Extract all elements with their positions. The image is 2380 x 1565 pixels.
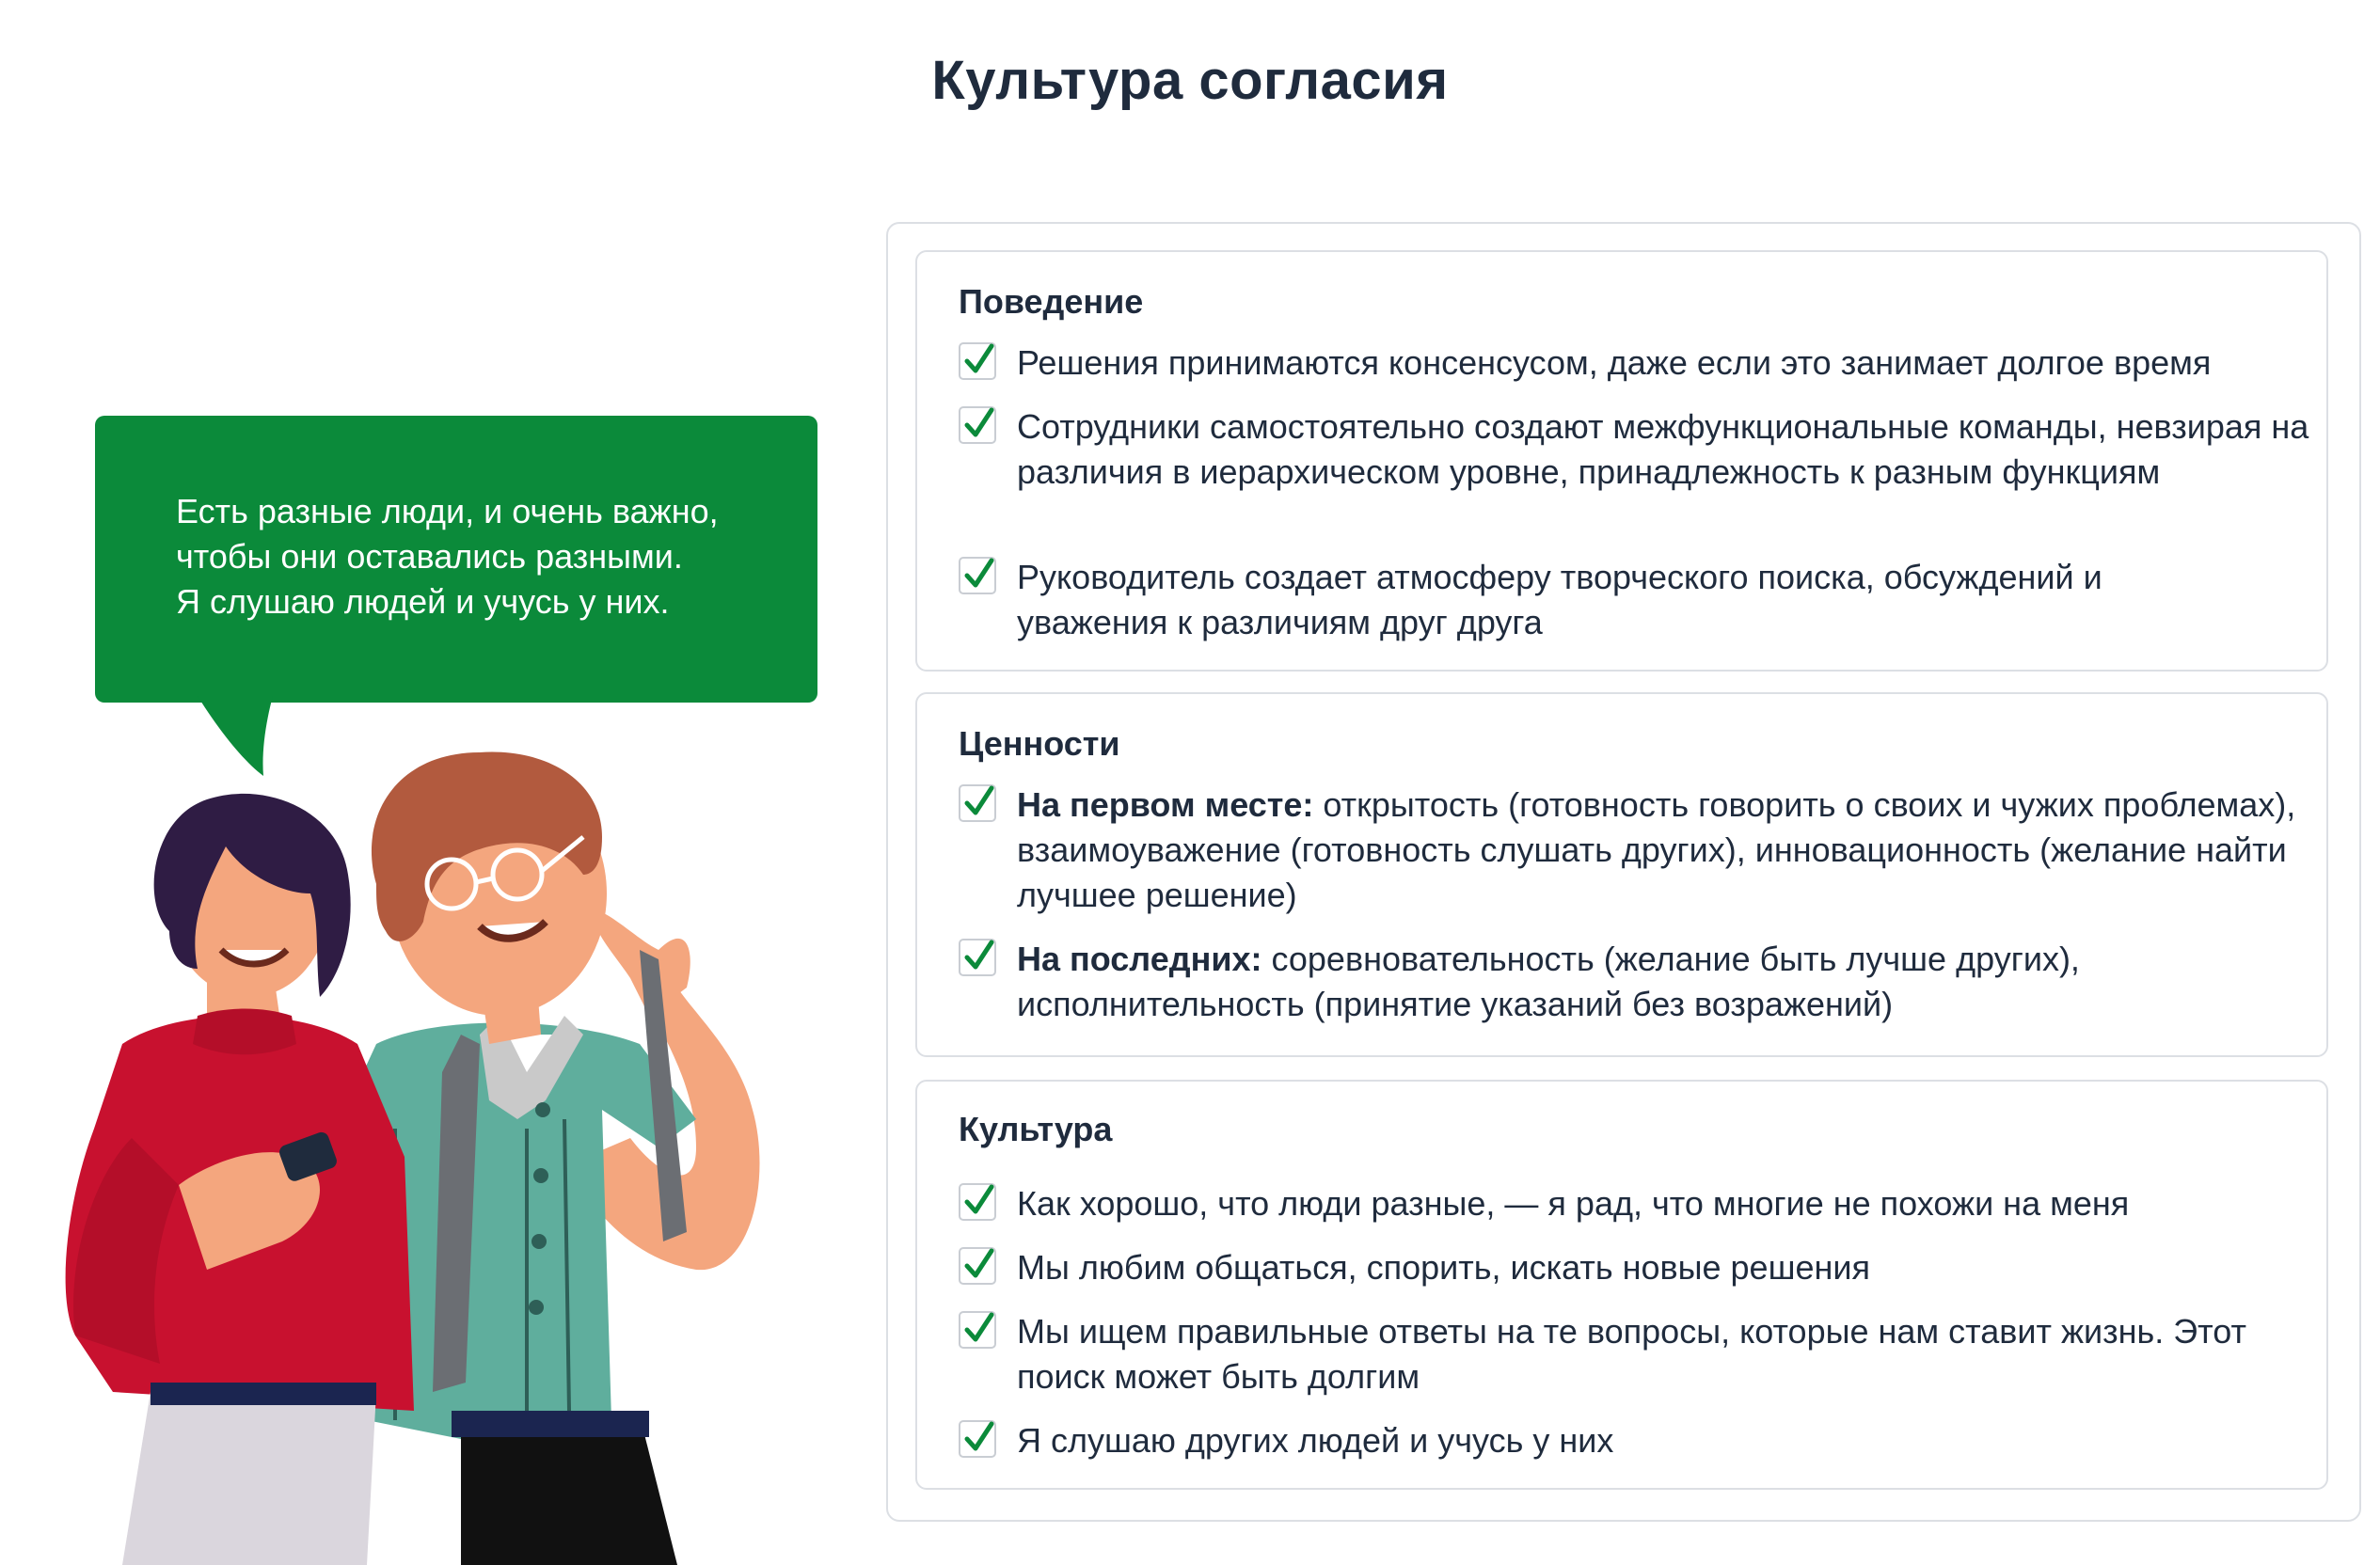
item-text: Мы ищем правильные ответы на те вопросы, которые нам ставит жизнь. Этот поиск может быть долгим bbox=[1017, 1312, 2246, 1396]
check-icon bbox=[959, 1420, 996, 1458]
list-item bbox=[959, 1418, 2323, 1463]
list-item bbox=[959, 340, 2323, 386]
check-icon bbox=[959, 342, 996, 380]
check-icon bbox=[959, 406, 996, 444]
item-text: Мы любим общаться, спорить, искать новые решения bbox=[1017, 1248, 1870, 1287]
list-item bbox=[959, 404, 2323, 540]
item-text: Сотрудники самостоятельно создают межфункциональные команды, невзирая на различия в иерархическом уровне, принадлежность к разным функциям bbox=[1017, 407, 2309, 491]
quote-text: Есть разные люди, и очень важно, чтобы они оставались разными. Я слушаю людей и учусь у них. bbox=[176, 492, 719, 621]
list-item bbox=[959, 555, 2323, 645]
item-text: Я слушаю других людей и учусь у них bbox=[1017, 1421, 1614, 1460]
quote-bubble bbox=[95, 416, 817, 703]
list-item bbox=[959, 1181, 2323, 1226]
section-title: Ценности bbox=[959, 724, 1120, 763]
people-illustration bbox=[38, 734, 865, 1565]
check-icon bbox=[959, 939, 996, 976]
list-item bbox=[959, 1245, 2323, 1290]
item-text: Руководитель создает атмосферу творческого поиска, обсуждений и уважения к различиям друг друга bbox=[1017, 558, 2102, 641]
list-item bbox=[959, 1309, 2323, 1399]
check-icon bbox=[959, 784, 996, 822]
item-text: На последних: соревновательность (желание быть лучше других), исполнительность (принятие указаний без возражений) bbox=[1017, 940, 2080, 1023]
check-icon bbox=[959, 1311, 996, 1349]
item-text: Как хорошо, что люди разные, — я рад, что многие не похожи на меня bbox=[1017, 1184, 2130, 1223]
section-title: Культура bbox=[959, 1110, 1113, 1148]
check-icon bbox=[959, 1183, 996, 1221]
item-text: Решения принимаются консенсусом, даже если это занимает долгое время bbox=[1017, 343, 2212, 382]
page-title: Культура согласия bbox=[931, 50, 1449, 111]
check-icon bbox=[959, 1247, 996, 1285]
list-item bbox=[959, 937, 2323, 1027]
list-item bbox=[959, 782, 2323, 918]
section-values bbox=[915, 692, 2328, 1057]
section-behavior bbox=[915, 250, 2328, 672]
item-text: На первом месте: открытость (готовность говорить о своих и чужих проблемах), взаимоуважение (готовность слушать других), инновационность (желание найти лучшее решение) bbox=[1017, 785, 2296, 914]
section-culture bbox=[915, 1080, 2328, 1490]
check-icon bbox=[959, 557, 996, 594]
section-title: Поведение bbox=[959, 282, 1144, 321]
